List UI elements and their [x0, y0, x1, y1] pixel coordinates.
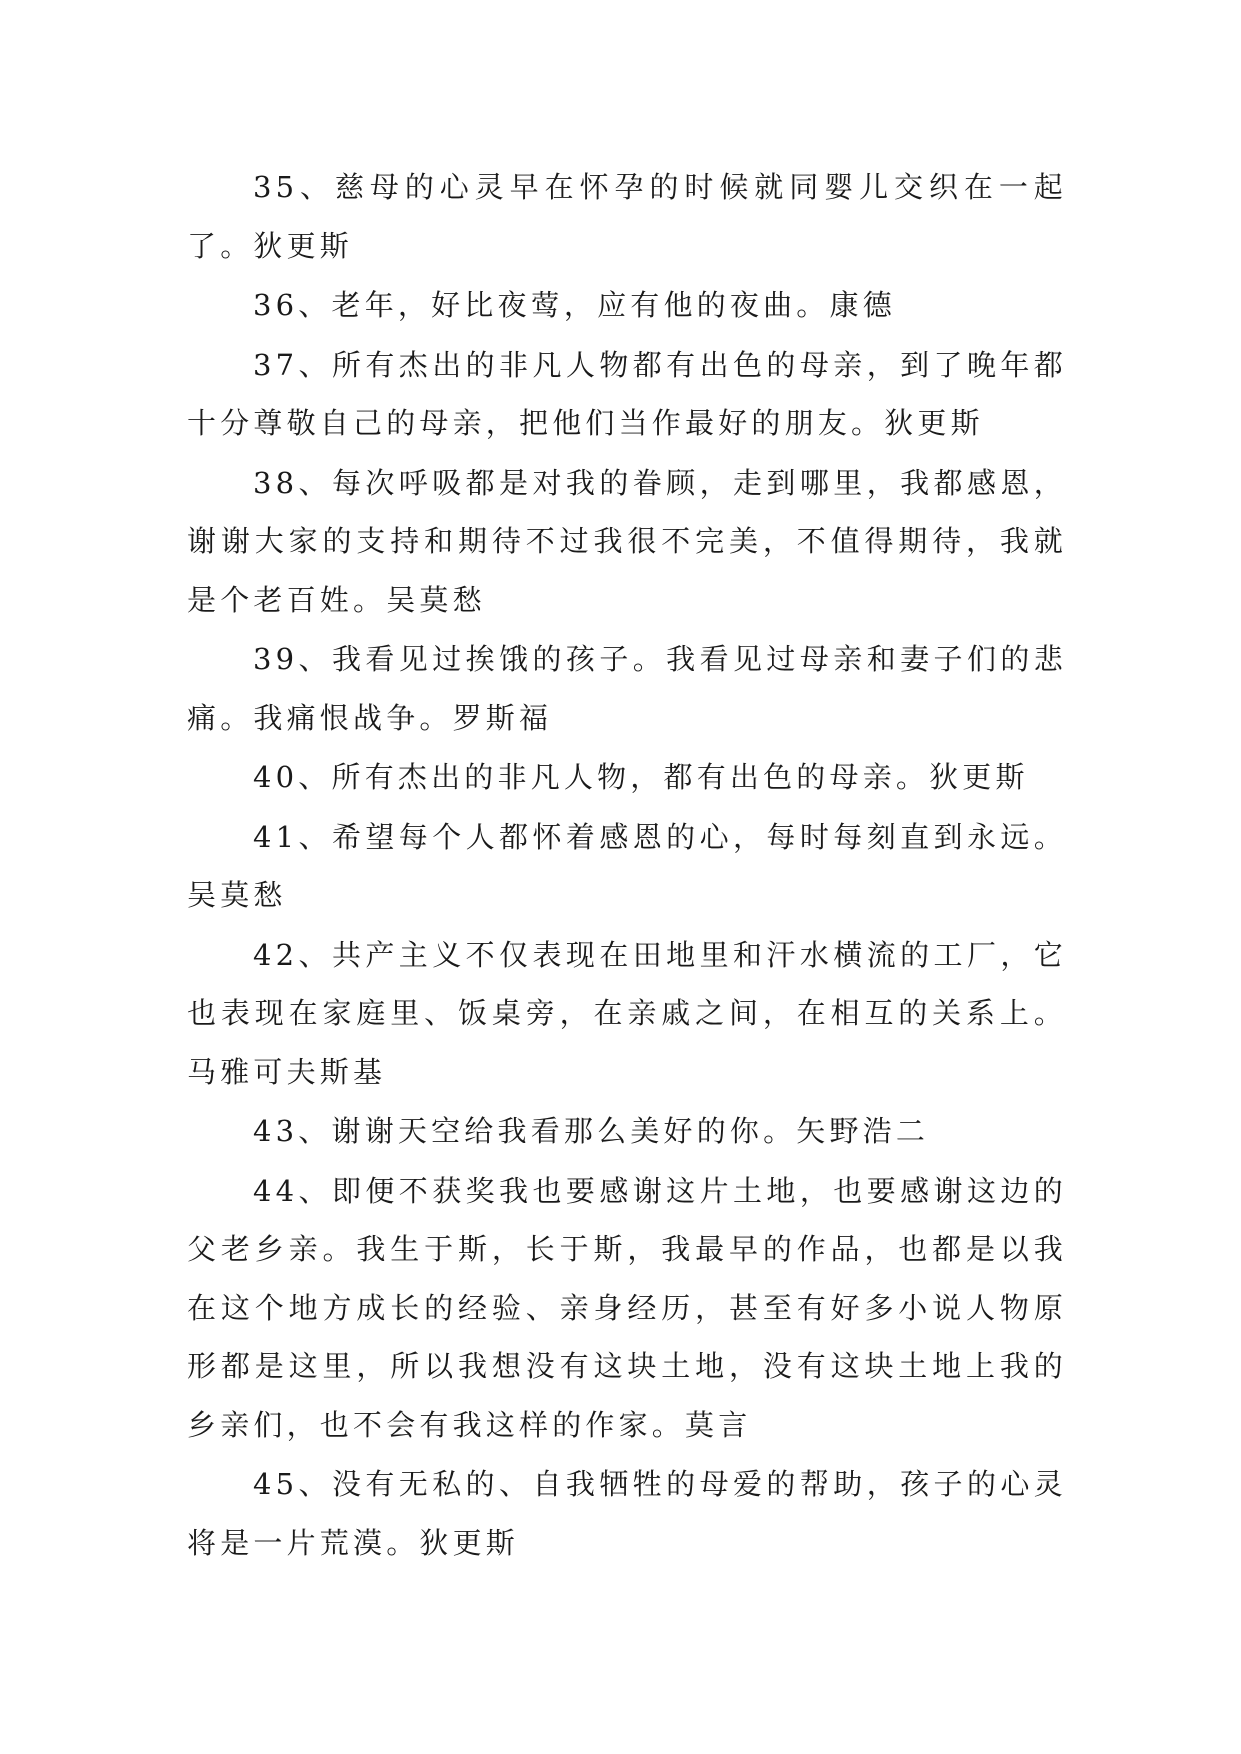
- quote-paragraph-43: 43、谢谢天空给我看那么美好的你。矢野浩二: [253, 1114, 930, 1148]
- quote-paragraph-41: 41、希望每个人都怀着感恩的心，每时每刻直到永远。吴莫愁: [187, 819, 1067, 912]
- document-body: [187, 158, 1067, 1573]
- quote-paragraph-42: 42、共产主义不仅表现在田地里和汗水横流的工厂，它也表现在家庭里、饭桌旁，在亲戚之间，在相互的关系上。马雅可夫斯基: [187, 937, 1067, 1089]
- quote-paragraph-36: 36、老年，好比夜莺，应有他的夜曲。康德: [253, 288, 896, 322]
- quote-paragraph-40: 40、所有杰出的非凡人物，都有出色的母亲。狄更斯: [253, 760, 1029, 794]
- quote-paragraph-45: 45、没有无私的、自我牺牲的母爱的帮助，孩子的心灵将是一片荒漠。狄更斯: [187, 1467, 1067, 1560]
- quote-paragraph-39: 39、我看见过挨饿的孩子。我看见过母亲和妻子们的悲痛。我痛恨战争。罗斯福: [187, 642, 1067, 735]
- quote-paragraph-38: 38、每次呼吸都是对我的眷顾，走到哪里，我都感恩，谢谢大家的支持和期待不过我很不完美，不值得期待，我就是个老百姓。吴莫愁: [187, 465, 1067, 617]
- quote-paragraph-44: 44、即便不获奖我也要感谢这片土地，也要感谢这边的父老乡亲。我生于斯，长于斯，我最早的作品，也都是以我在这个地方成长的经验、亲身经历，甚至有好多小说人物原形都是这里，所以我想没有这块土地，没有这块土地上我的乡亲们，也不会有我这样的作家。莫言: [187, 1173, 1067, 1442]
- quote-paragraph-37: 37、所有杰出的非凡人物都有出色的母亲，到了晚年都十分尊敬自己的母亲，把他们当作最好的朋友。狄更斯: [187, 347, 1067, 440]
- quote-paragraph-35: 35、慈母的心灵早在怀孕的时候就同婴儿交织在一起了。狄更斯: [187, 170, 1067, 263]
